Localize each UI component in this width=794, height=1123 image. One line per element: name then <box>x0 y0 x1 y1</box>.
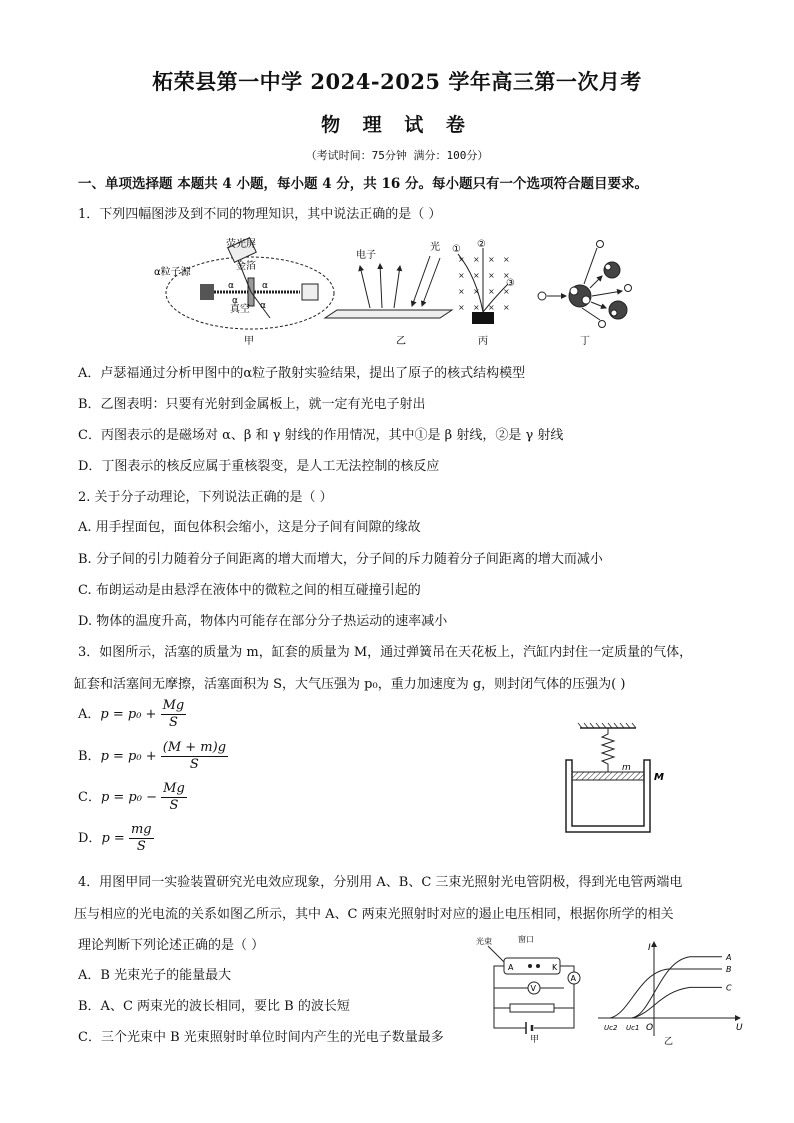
field-cross: × <box>473 287 480 296</box>
field-cross: × <box>458 255 465 264</box>
caption-bing: 丙 <box>478 336 488 347</box>
q4-stem-line3: 理论判断下列论述正确的是（ ） <box>78 938 265 953</box>
series-line-c <box>632 987 722 1018</box>
field-cross: × <box>488 303 495 312</box>
field-cross: × <box>488 255 495 264</box>
q3-stem-line2: 缸套和活塞间无摩擦，活塞面积为 S，大气压强为 p₀，重力加速度为 g，则封闭气体的压强为( ) <box>74 677 626 692</box>
figure-yi-photoelectric <box>325 240 452 347</box>
piston <box>572 772 644 780</box>
label-electron: 电子 <box>356 250 376 261</box>
q3-option-a: A．p = p₀ + $\frac{Mg}{S}$ <box>78 698 185 730</box>
label-alpha-2: α <box>262 281 268 291</box>
q4-option-c: C．三个光束中 B 光束照射时单位时间内产生的光电子数量最多 <box>78 1030 444 1045</box>
q3-option-b: B．p = p₀ + $\frac{(M + m)g}{S}$ <box>78 740 227 772</box>
label-ray-1: ① <box>452 244 461 255</box>
cylinder-label: M <box>654 772 664 783</box>
field-cross: × <box>473 271 480 280</box>
series-line-b <box>610 969 722 1018</box>
q2-option-d: D. 物体的温度升高，物体内可能存在部分分子热运动的速率减小 <box>78 614 448 629</box>
q1-option-d: D．丁图表示的核反应属于重核裂变，是人工无法控制的核反应 <box>78 459 440 474</box>
y-axis-label: I <box>648 943 651 953</box>
label-vacuum: 真空 <box>230 304 250 315</box>
exam-title: 柘荣县第一中学 2024-2025 学年高三第一次月考 <box>152 69 642 94</box>
q1-option-a: A．卢瑟福通过分析甲图中的α粒子散射实验结果，提出了原子的核式结构模型 <box>78 366 526 381</box>
label-ray-3: ③ <box>506 278 515 289</box>
series-label-c: C <box>726 983 732 993</box>
alpha-source <box>200 284 214 300</box>
series-label-a: A <box>726 952 732 962</box>
field-cross: × <box>503 303 510 312</box>
chart-caption: 乙 <box>664 1037 674 1046</box>
q3-option-d: D．p = $\frac{mg}{S}$ <box>78 822 152 854</box>
q3-option-c: C．p = p₀ − $\frac{Mg}{S}$ <box>78 781 185 813</box>
label-light-beam: 光束 <box>476 937 492 946</box>
label-fluorescent-screen: 荧光屏 <box>226 239 256 250</box>
field-cross: × <box>488 271 495 280</box>
x-tick-uc1: Uc1 <box>626 1024 640 1032</box>
field-cross: × <box>488 287 495 296</box>
label-window: 窗口 <box>518 935 534 944</box>
figure-jia-alpha-scattering <box>154 237 334 347</box>
field-cross: × <box>503 271 510 280</box>
field-cross: × <box>473 303 480 312</box>
figure-bing-magnetic-field <box>452 239 515 347</box>
origin-label: O <box>646 1023 654 1033</box>
q1-option-b: B．乙图表明：只要有光射到金属板上，就一定有光电子射出 <box>78 397 426 412</box>
q4-iu-chart <box>594 936 746 1046</box>
caption-yi: 乙 <box>396 336 406 347</box>
q2-stem: 2. 关于分子动理论，下列说法正确的是（ ） <box>78 490 333 505</box>
exam-subtitle: 物 理 试 卷 <box>321 114 473 136</box>
fragment-2 <box>609 301 627 319</box>
q4-circuit-figure <box>474 932 586 1044</box>
q2-option-c: C. 布朗运动是由悬浮在液体中的微粒之间的相互碰撞引起的 <box>78 583 421 598</box>
neutron-in <box>538 292 546 300</box>
q2-option-a: A. 用手捏面包，面包体积会缩小，这是分子间有间隙的缘故 <box>78 520 421 535</box>
caption-jia: 甲 <box>244 336 254 347</box>
q4-stem-line2: 压与相应的光电流的关系如图乙所示，其中 A、C 两束光照射时对应的遏止电压相同，根据你所学的相关 <box>74 907 674 922</box>
caption-ding: 丁 <box>580 336 590 347</box>
field-cross: × <box>473 255 480 264</box>
series-label-b: B <box>726 965 732 975</box>
label-voltmeter: V <box>530 984 536 993</box>
piston-label: m <box>622 763 631 773</box>
q4-option-b: B．A、C 两束光的波长相同，要比 B 的波长短 <box>78 999 350 1014</box>
q3-cylinder-figure <box>560 722 680 838</box>
label-alpha-1: α <box>228 281 234 291</box>
microscope <box>302 284 318 300</box>
q1-stem: 1．下列四幅图涉及到不同的物理知识，其中说法正确的是（ ） <box>78 207 442 222</box>
figure-ding-fission <box>538 241 632 348</box>
q2-option-b: B. 分子间的引力随着分子间距离的增大而增大，分子间的斥力随着分子间距离的增大而减小 <box>78 552 603 567</box>
rheostat <box>510 1004 554 1012</box>
section-heading: 一、单项选择题 本题共 4 小题，每小题 4 分，共 16 分。每小题只有一个选项符合题目要求。 <box>78 176 648 192</box>
radioactive-source <box>472 312 494 324</box>
label-alpha-3: α <box>232 296 238 306</box>
label-anode: A <box>508 963 514 972</box>
q4-option-a: A．B 光束光子的能量最大 <box>78 968 232 983</box>
q4-stem-line1: 4．用图甲同一实验装置研究光电效应现象，分别用 A、B、C 三束光照射光电管阴极，得到光电管两端电 <box>78 875 683 890</box>
q1-option-c: C．丙图表示的是磁场对 α、β 和 γ 射线的作用情况，其中①是 β 射线，②是 γ 射线 <box>78 428 564 443</box>
label-alpha-4: α <box>260 301 266 311</box>
label-ammeter: A <box>570 974 576 983</box>
label-alpha-source: α粒子源 <box>154 267 191 278</box>
spring <box>602 728 614 772</box>
q3-stem-line1: 3．如图所示，活塞的质量为 m，缸套的质量为 M，通过弹簧吊在天花板上，汽缸内封住一定质量的气体， <box>78 645 693 660</box>
label-gold-foil: 金箔 <box>236 261 256 272</box>
x-axis-label: U <box>736 1023 743 1033</box>
exam-info: （考试时间：75分钟 满分：100分） <box>305 149 489 162</box>
field-cross: × <box>458 287 465 296</box>
field-cross: × <box>503 255 510 264</box>
x-tick-uc2: Uc2 <box>604 1024 618 1032</box>
field-cross: × <box>458 271 465 280</box>
caption-circuit: 甲 <box>530 1035 540 1044</box>
field-cross: × <box>458 303 465 312</box>
label-light: 光 <box>430 242 440 253</box>
q1-figures <box>150 236 650 348</box>
label-cathode: K <box>552 963 558 972</box>
label-ray-2: ② <box>477 239 486 250</box>
field-cross: × <box>503 287 510 296</box>
metal-plate <box>325 310 452 318</box>
